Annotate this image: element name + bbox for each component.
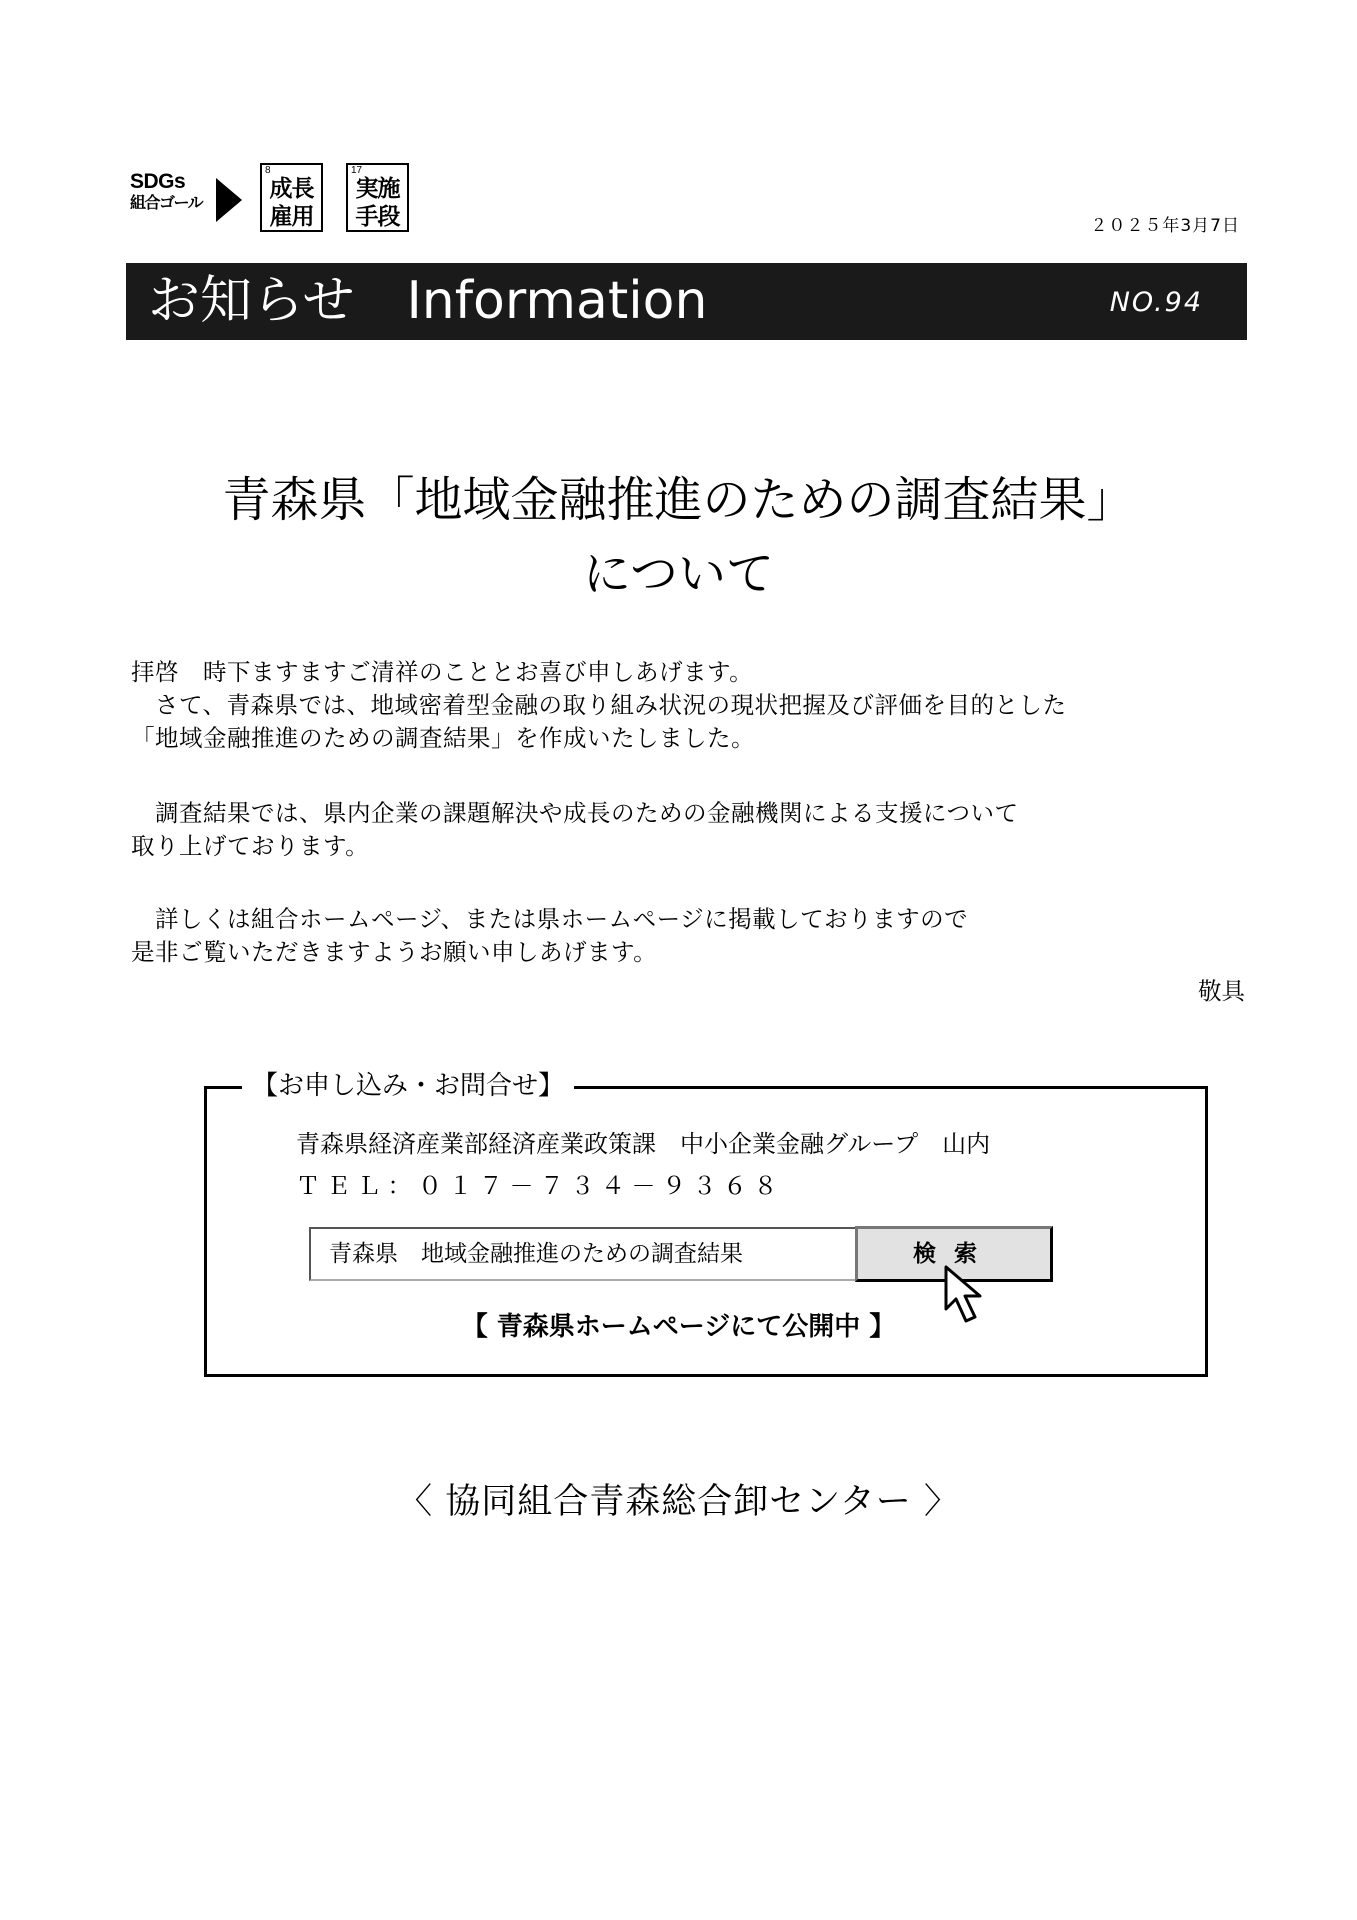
contact-department: 青森県経済産業部経済産業政策課 中小企業金融グループ 山内 [296,1130,991,1158]
goal-number: 8 [265,165,271,176]
sdgs-goal-8-badge [260,163,323,232]
info-banner [126,263,1247,340]
issue-date: ２０２５年3月7日 [1090,216,1240,236]
issue-number: NO.94 [1109,287,1203,318]
public-note: 【 青森県ホームページにて公開中 】 [461,1312,896,1342]
body-line: 「地域金融推進のための調査結果」を作成いたしました。 [131,724,755,752]
banner-title: お知らせ Information [148,271,708,331]
body-line: 是非ご覧いただきますようお願い申しあげます。 [131,938,658,966]
body-line: さて、青森県では、地域密着型金融の取り組み状況の現状把握及び評価を目的とした [131,691,1067,719]
search-button[interactable]: 検索 [855,1226,1053,1282]
body-line: 詳しくは組合ホームページ、または県ホームページに掲載しておりますので [131,905,969,933]
sdgs-logo [130,166,230,228]
search-input[interactable]: 青森県 地域金融推進のための調査結果 [309,1227,857,1281]
contact-heading: 【お申し込み・お問合せ】 [242,1068,574,1104]
sdgs-logo-main: SDGs [130,170,186,193]
organization-name: 〈 協同組合青森総合卸センター 〉 [397,1482,960,1522]
closing-remark: 敬具 [1198,977,1245,1005]
goal-label-line2: 雇用 [269,204,314,230]
goal-label-line2: 手段 [355,204,400,230]
body-line: 拝啓 時下ますますご清祥のこととお喜び申しあげます。 [131,658,754,686]
page-title-line1: 青森県「地域金融推進のための調査結果」 [222,472,1135,528]
goal-label-line1: 成長 [269,176,314,202]
body-line: 調査結果では、県内企業の課題解決や成長のための金融機関による支援について [131,799,1019,827]
sdgs-goal-17-badge [346,163,409,232]
goal-number: 17 [351,165,363,176]
goal-label-line1: 実施 [355,176,400,202]
play-arrow-icon [216,178,242,222]
contact-tel: ＴＥＬ：０１７－７３４－９３６８ [296,1172,784,1200]
page-title-line2: について [582,546,775,602]
body-line: 取り上げております。 [131,832,370,860]
sdgs-logo-sub: 組合ゴール [130,195,203,212]
